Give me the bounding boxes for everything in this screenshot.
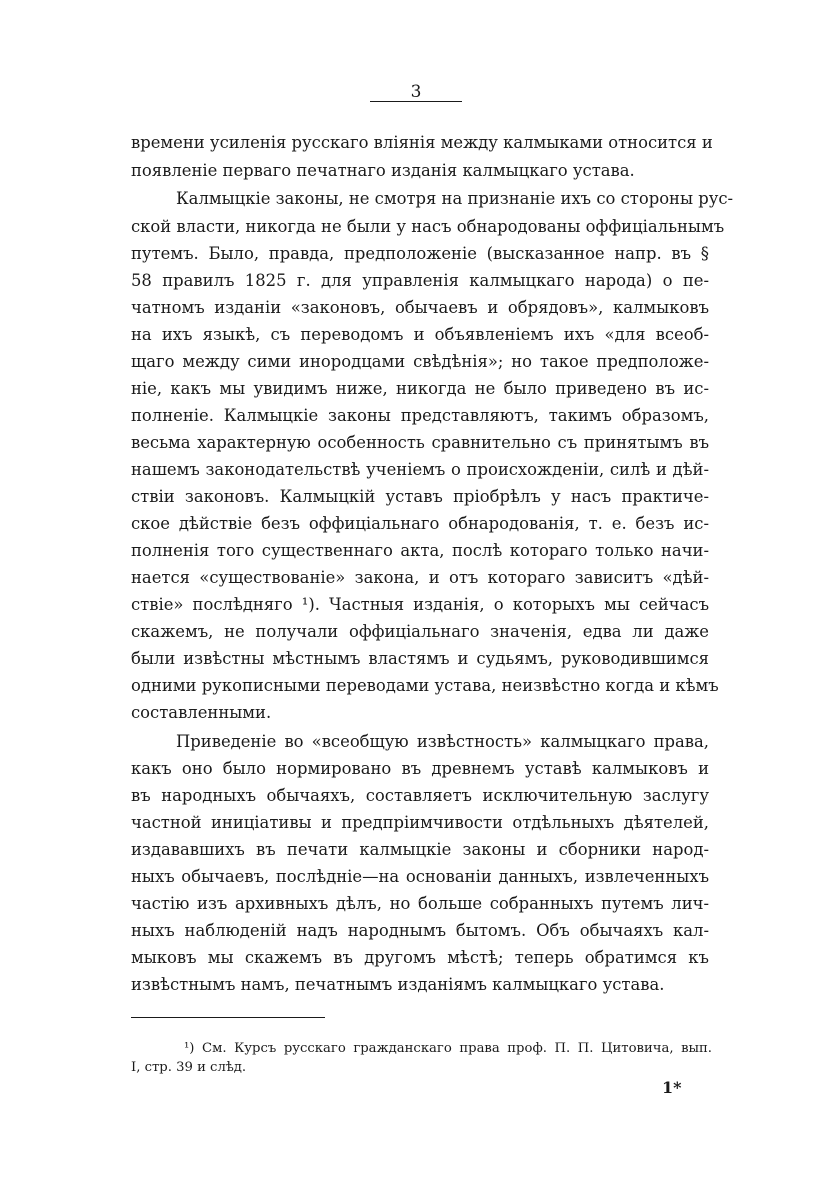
text-line: Калмыцкіе законы, не смотря на признаніе ихъ со стороны рус- xyxy=(176,189,734,208)
text-line: мыковъ мы скажемъ въ другомъ мѣстѣ; теперь обратимся къ xyxy=(131,948,709,967)
text-line: ныхъ обычаевъ, послѣдніе—на основаніи данныхъ, извлеченныхъ xyxy=(131,867,709,886)
text-line: издававшихъ въ печати калмыцкіе законы и сборники народ- xyxy=(131,840,709,859)
text-line: полненія того существеннаго акта, послѣ котораго только начи- xyxy=(131,541,709,560)
text-line: времени усиленія русскаго вліянія между калмыками относится и xyxy=(131,133,713,152)
text-line: ствіи законовъ. Калмыцкій уставъ пріобрѣлъ у насъ практиче- xyxy=(131,487,709,506)
text-line: 58 правилъ 1825 г. для управленія калмыцкаго народа) о пе- xyxy=(131,271,709,290)
text-line: полненіе. Калмыцкіе законы представляютъ, такимъ образомъ, xyxy=(131,406,709,425)
text-line: извѣстнымъ намъ, печатнымъ изданіямъ калмыцкаго устава. xyxy=(131,975,665,994)
text-line: какъ оно было нормировано въ древнемъ уставѣ калмыковъ и xyxy=(131,759,709,778)
text-line: Приведеніе во «всеобщую извѣстность» калмыцкаго права, xyxy=(176,732,709,751)
text-line: скажемъ, не получали оффиціальнаго значенія, едва ли даже xyxy=(131,622,709,641)
text-line: ніе, какъ мы увидимъ ниже, никогда не было приведено въ ис- xyxy=(131,379,709,398)
text-line: одними рукописными переводами устава, неизвѣстно когда и кѣмъ xyxy=(131,676,719,695)
text-line: нашемъ законодательствѣ ученіемъ о происхожденіи, силѣ и дѣй- xyxy=(131,460,709,479)
text-line: въ народныхъ обычаяхъ, составляетъ исключительную заслугу xyxy=(131,786,709,805)
footnote-line: ¹) См. Курсъ русскаго гражданскаго права проф. П. П. Цитовича, вып. xyxy=(184,1041,712,1056)
text-line: были извѣстны мѣстнымъ властямъ и судьямъ, руководившимся xyxy=(131,649,709,668)
text-line: ское дѣйствіе безъ оффиціальнаго обнародованія, т. е. безъ ис- xyxy=(131,514,709,533)
signature-mark: 1* xyxy=(662,1078,682,1097)
text-line: ствіе» послѣдняго ¹). Частныя изданія, о которыхъ мы сейчасъ xyxy=(131,595,709,614)
footnote-line: I, стр. 39 и слѣд. xyxy=(131,1060,247,1075)
text-line: чатномъ изданіи «законовъ, обычаевъ и обрядовъ», калмыковъ xyxy=(131,298,709,317)
text-line: весьма характерную особенность сравнительно съ принятымъ въ xyxy=(131,433,709,452)
text-line: составленными. xyxy=(131,703,272,722)
footnote-rule xyxy=(131,1017,325,1018)
text-line: щаго между сими инородцами свѣдѣнія»; но такое предположе- xyxy=(131,352,709,371)
text-line: путемъ. Было, правда, предположеніе (высказанное напр. въ § xyxy=(131,244,709,263)
text-line: на ихъ языкѣ, съ переводомъ и объявленіемъ ихъ «для всеоб- xyxy=(131,325,709,344)
page-number-rule xyxy=(370,101,462,102)
page-number: 3 xyxy=(410,82,422,102)
text-line: ныхъ наблюденій надъ народнымъ бытомъ. Объ обычаяхъ кал- xyxy=(131,921,709,940)
text-line: появленіе перваго печатнаго изданія калмыцкаго устава. xyxy=(131,161,635,180)
text-line: частію изъ архивныхъ дѣлъ, но больше собранныхъ путемъ лич- xyxy=(131,894,709,913)
text-line: ской власти, никогда не были у насъ обнародованы оффиціальнымъ xyxy=(131,217,725,236)
text-line: нается «существованіе» закона, и отъ котораго зависитъ «дѣй- xyxy=(131,568,709,587)
text-line: частной иниціативы и предпріимчивости отдѣльныхъ дѣятелей, xyxy=(131,813,709,832)
